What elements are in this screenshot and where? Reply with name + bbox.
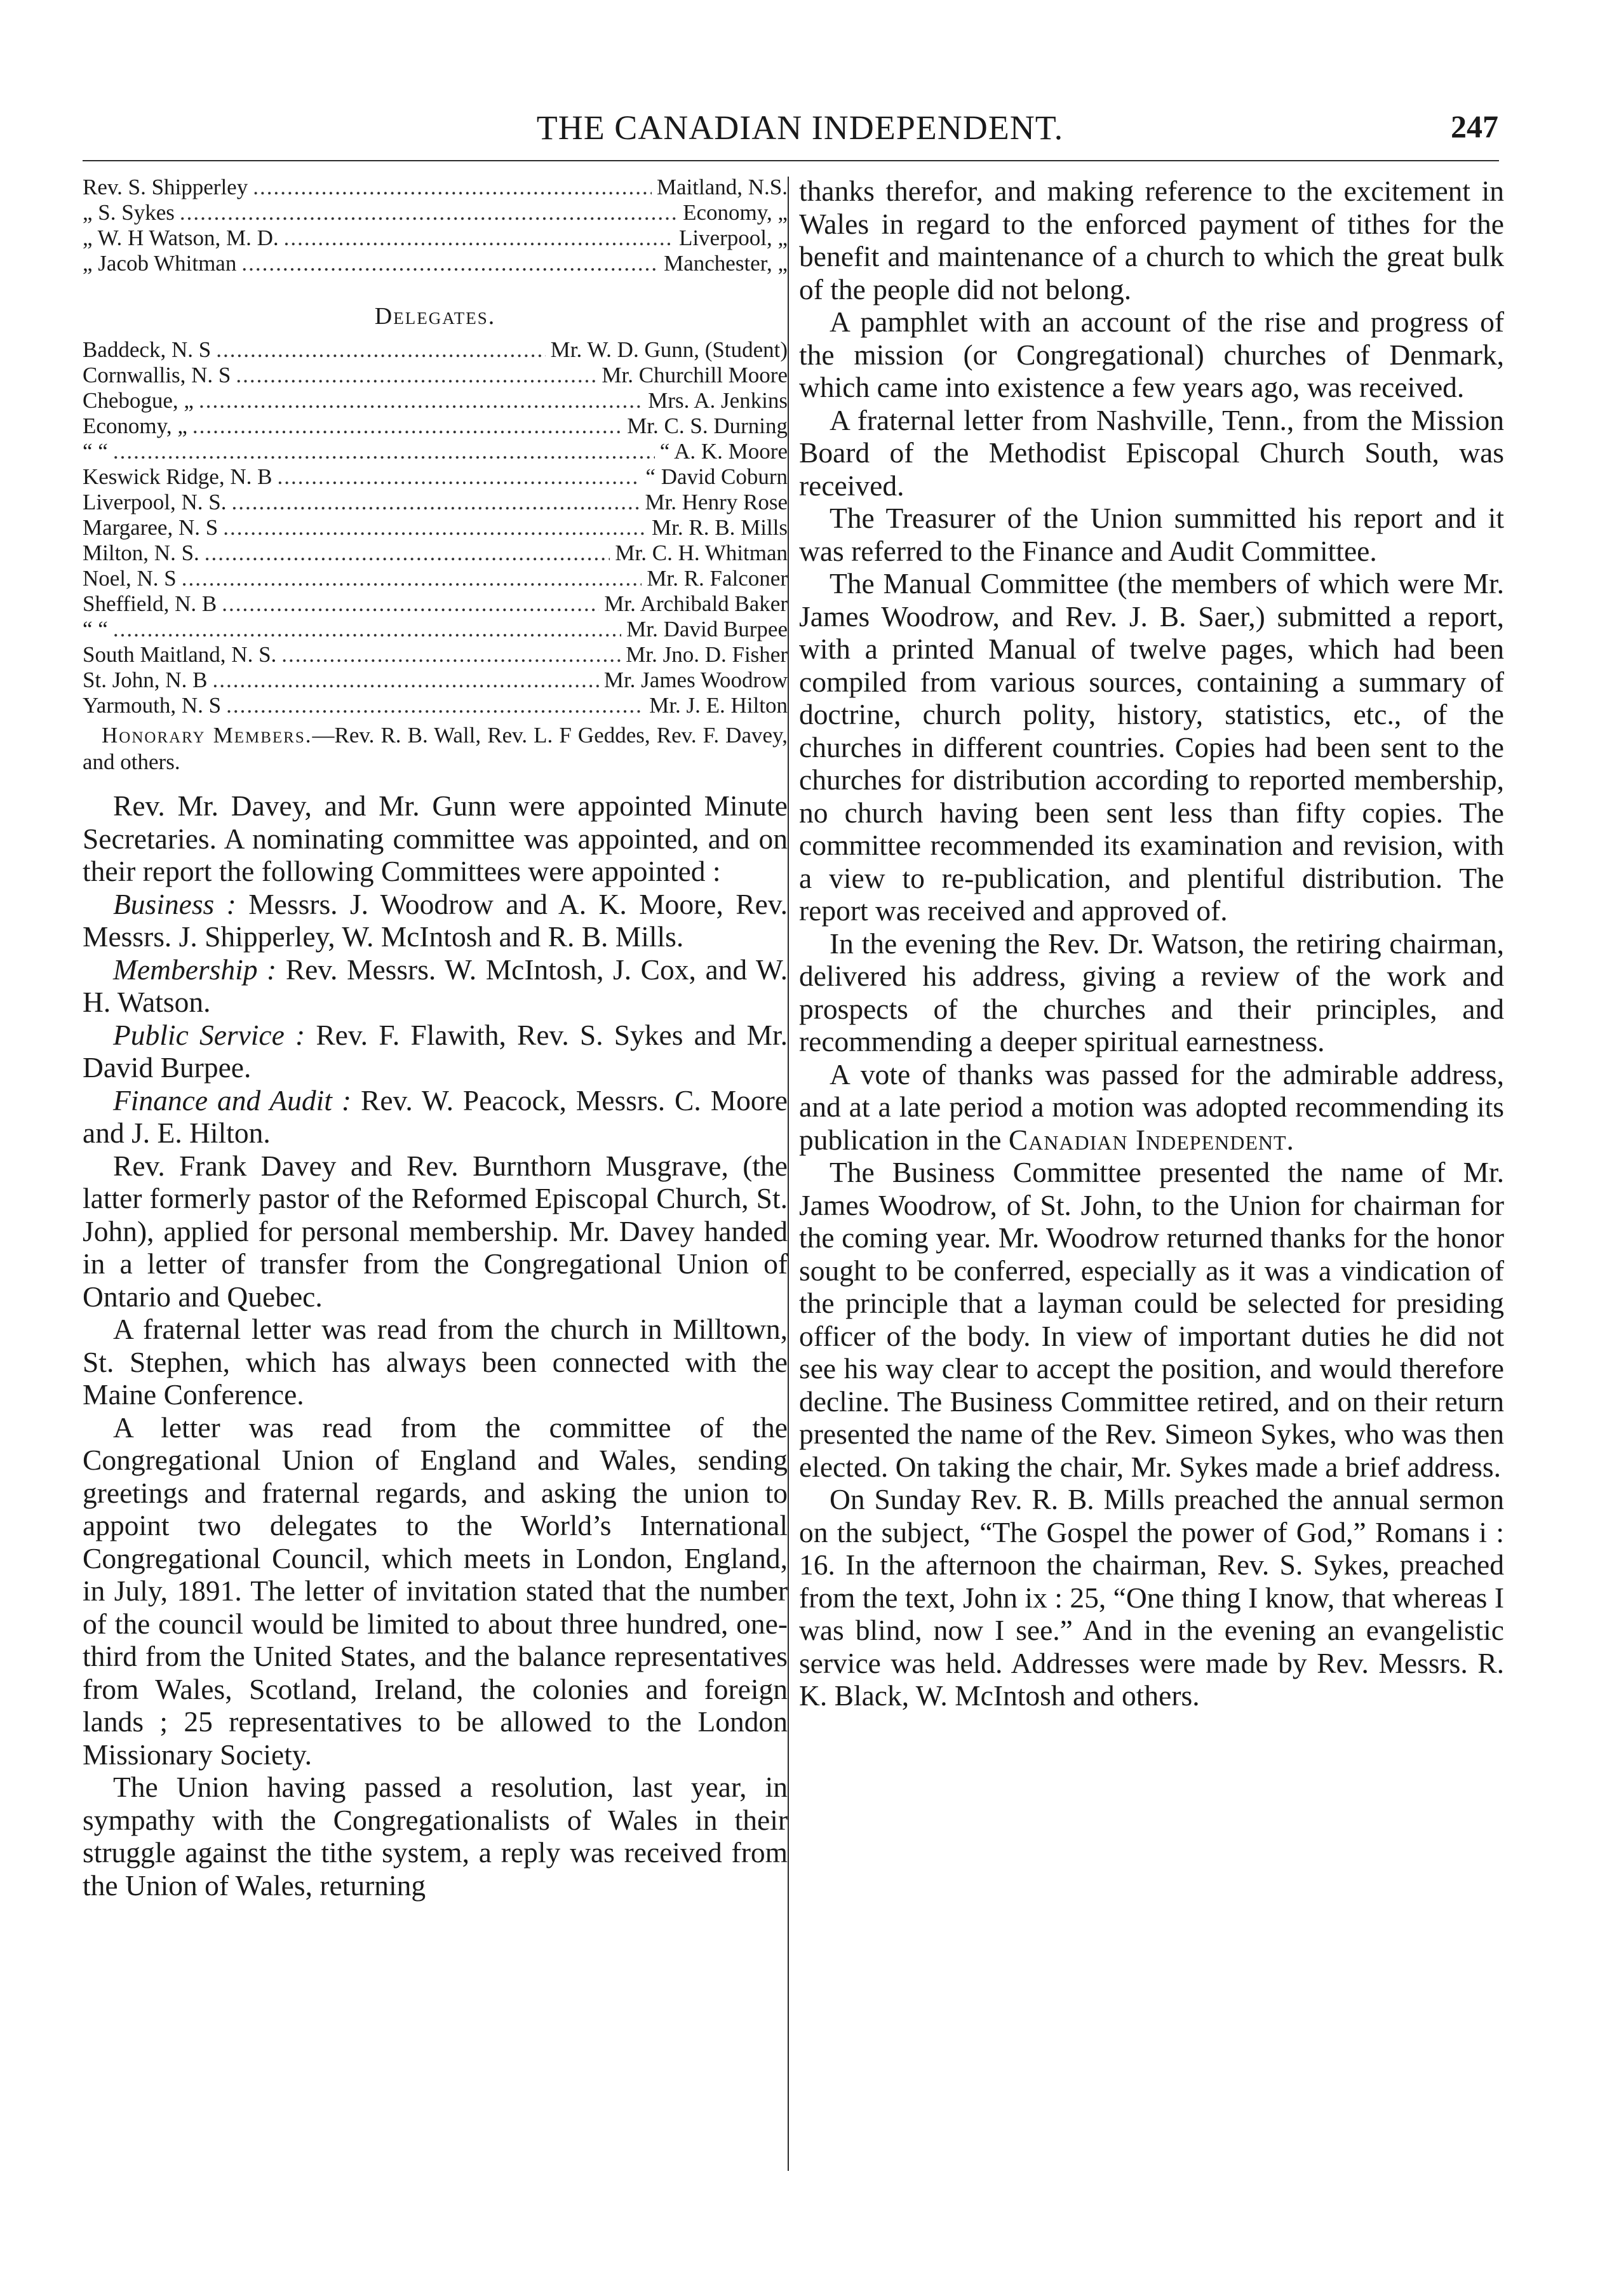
paragraph-business-committee-chairman: The Business Committee presented the name of Mr. James Woodrow, of St. John, to the Union for chairman for the coming year. Mr. Woodrow returned thanks for the honor sought to be conferred, especially as it was a vindication of the principle that a layman could be selected for presiding officer of the body. In view of important duties he did not see his way clear to accept the position, and would therefore decline. The Business Committee retired, and on their return presented the name of the Rev. Simeon Sykes, who was then elected. On taking the chair, Mr. Sykes made a brief address.: [799, 1156, 1504, 1483]
dot-leader: [216, 337, 545, 363]
paragraph-public-service-committee: [83, 1019, 788, 1084]
dot-leader: [182, 566, 642, 591]
dot-leader: [222, 591, 599, 617]
delegate-row-name: Mr. James Woodrow: [603, 668, 788, 692]
paragraph-davey: Rev. Frank Davey and Rev. Burnthorn Musgrave, (the latter formerly pastor of the Reformed Episcopal Church, St. John), applied for personal membership. Mr. Davey handed in a letter of transfer from the Congregational Union of Ontario and Quebec.: [83, 1149, 788, 1313]
delegate-row-name: Mr. W. D. Gunn, (Student): [550, 337, 788, 362]
dot-leader: [180, 200, 678, 225]
delegate-row-name: Mr. Churchill Moore: [602, 363, 788, 387]
public-service-label: Public Service :: [113, 1018, 306, 1051]
minister-row-name: Rev. S. Shipperley: [83, 175, 248, 199]
delegate-row: [83, 693, 788, 718]
dot-leader: [192, 413, 622, 439]
delegate-row-place: Noel, N. S: [83, 566, 177, 591]
delegate-row: [83, 439, 788, 464]
dot-leader: [199, 388, 643, 413]
dot-leader: [223, 515, 647, 540]
dot-leader: [232, 490, 640, 515]
delegate-row: [83, 464, 788, 490]
minister-row-name: „ Jacob Whitman: [83, 251, 237, 276]
delegate-row: [83, 591, 788, 617]
delegate-row-name: Mr. J. E. Hilton: [649, 693, 788, 718]
dot-leader: [205, 540, 610, 566]
minister-row-place: Maitland, N.S.: [656, 175, 788, 199]
minister-row-place: Liverpool, „: [678, 225, 788, 250]
delegate-row-place: Milton, N. S.: [83, 540, 199, 565]
page-number: 247: [1451, 109, 1498, 144]
delegate-row: [83, 642, 788, 668]
delegate-row: [83, 363, 788, 388]
delegates-list: [83, 337, 788, 718]
honorary-text: —Rev. R. B. Wall, Rev. L. F Geddes, Rev. F. Davey, and others.: [83, 723, 788, 774]
delegate-row-name: Mr. C. S. Durning: [627, 413, 788, 438]
delegate-row-place: Sheffield, N. B: [83, 591, 217, 616]
delegate-row-name: Mr. Archibald Baker: [604, 591, 788, 616]
minister-row: [83, 225, 788, 251]
delegate-row-place: South Maitland, N. S.: [83, 642, 277, 667]
minister-row-place: Economy, „: [683, 200, 788, 225]
paragraph-england-wales: A letter was read from the committee of the Congregational Union of England and Wales, sending greetings and fraternal regards, and asking the union to appoint two delegates to the World’s International Congregational Council, which meets in London, England, in July, 1891. The letter of invitation stated that the number of the council would be limited to about three hundred, one-third from the United States, and the balance representatives from Wales, Scotland, Ireland, the colonies and foreign lands ; 25 representatives to be allowed to the London Missionary Society.: [83, 1411, 788, 1771]
delegate-row-name: Mr. R. B. Mills: [652, 515, 788, 540]
delegates-heading: Delegates.: [374, 303, 496, 330]
paragraph-nashville: A fraternal letter from Nashville, Tenn., from the Mission Board of the Methodist Episcopal Church South, was received.: [799, 403, 1504, 502]
dot-leader: [241, 251, 659, 276]
minister-row-name: „ S. Sykes: [83, 200, 175, 225]
delegate-row-name: Mr. R. Falconer: [647, 566, 788, 591]
business-text: Messrs. J. Woodrow and A. K. Moore, Rev. Messrs. J. Shipperley, W. McIntosh and R. B. Mills.: [83, 887, 788, 953]
delegate-row-place: Liverpool, N. S.: [83, 490, 227, 514]
delegate-row-name: Mr. C. H. Whitman: [615, 540, 788, 565]
dot-leader: [277, 464, 640, 490]
paragraph-pamphlet: A pamphlet with an account of the rise and progress of the mission (or Congregational) churches of Denmark, which came into existence a few years ago, was received.: [799, 305, 1504, 403]
paragraph-secretaries: Rev. Mr. Davey, and Mr. Gunn were appointed Minute Secretaries. A nominating committee was appointed, and on their report the following Committees were appointed :: [83, 789, 788, 887]
header-rule: [83, 160, 1499, 161]
dot-leader: [281, 642, 621, 668]
minister-row: [83, 200, 788, 225]
delegate-row: [83, 617, 788, 642]
delegate-row: [83, 566, 788, 591]
delegate-row-name: Mr. Jno. D. Fisher: [626, 642, 788, 667]
paragraph-business-committee: [83, 888, 788, 953]
minister-row-name: „ W. H Watson, M. D.: [83, 225, 279, 250]
paragraph-treasurer: The Treasurer of the Union summitted his report and it was referred to the Finance and Audit Committee.: [799, 502, 1504, 567]
delegate-row-place: “ “: [83, 617, 108, 641]
column-rule: [788, 177, 789, 2171]
paragraph-finance-committee: [83, 1084, 788, 1150]
delegate-row: [83, 490, 788, 515]
delegate-row: [83, 337, 788, 363]
delegate-row-place: Keswick Ridge, N. B: [83, 464, 272, 489]
minister-row-place: Manchester, „: [664, 251, 788, 276]
paragraph-membership-committee: [83, 953, 788, 1019]
vote-text: A vote of thanks was passed for the admirable address, and at a late period a motion was adopted recommending its publication in the: [799, 1057, 1504, 1156]
ministers-list: [83, 175, 788, 276]
paragraph-sunday-services: On Sunday Rev. R. B. Mills preached the annual sermon on the subject, “The Gospel the power of God,” Romans i : 16. In the afternoon the chairman, Rev. S. Sykes, preached from the text, John ix : 25, “One thing I know, that whereas I was blind, now I see.” And in the evening an evangelistic service was held. Addresses were made by Rev. Messrs. R. K. Black, W. McIntosh and others.: [799, 1483, 1504, 1712]
minister-row: [83, 251, 788, 276]
dot-leader: [226, 693, 644, 718]
delegate-row: [83, 540, 788, 566]
delegate-row-name: “ A. K. Moore: [659, 439, 788, 464]
minister-row: [83, 175, 788, 200]
delegate-row-place: St. John, N. B: [83, 668, 208, 692]
delegate-row-place: Baddeck, N. S: [83, 337, 212, 362]
dot-leader: [253, 175, 652, 200]
dot-leader: [113, 617, 621, 642]
dot-leader: [236, 363, 596, 388]
delegate-row-name: Mrs. A. Jenkins: [648, 388, 788, 413]
membership-label: Membership :: [113, 953, 277, 986]
delegate-row-place: Economy, „: [83, 413, 187, 438]
delegate-row-place: Cornwallis, N. S: [83, 363, 231, 387]
finance-label: Finance and Audit :: [113, 1084, 352, 1117]
finance-text: Rev. W. Peacock, Messrs. C. Moore and J. E. Hilton.: [83, 1084, 788, 1149]
business-label: Business :: [113, 887, 236, 920]
honorary-members: [83, 722, 788, 775]
membership-text: Rev. Messrs. W. McIntosh, J. Cox, and W. H. Watson.: [83, 953, 788, 1018]
journal-title: THE CANADIAN INDEPENDENT.: [536, 109, 1064, 147]
left-column: [83, 175, 788, 1902]
dot-leader: [212, 668, 598, 693]
delegate-row: [83, 388, 788, 413]
public-service-text: Rev. F. Flawith, Rev. S. Sykes and Mr. David Burpee.: [83, 1018, 788, 1084]
delegate-row-place: Chebogue, „: [83, 388, 194, 413]
delegate-row: [83, 515, 788, 540]
dot-leader: [284, 225, 674, 251]
delegate-row-name: Mr. Henry Rose: [645, 490, 788, 514]
delegate-row-place: “ “: [83, 439, 108, 464]
paragraph-manual-committee: The Manual Committee (the members of which were Mr. James Woodrow, and Rev. J. B. Saer,) submitted a report, with a printed Manual of twelve pages, which had been compiled from various sources, containing a summary of doctrine, church polity, history, statistics, etc., of the churches in different countries. Copies had been sent to the churches for distribution according to reported membership, no church having been sent less than fifty copies. The committee recommended its examination and revision, with a view to re-publication, and plentiful distribution. The report was received and approved of.: [799, 567, 1504, 927]
dot-leader: [113, 439, 655, 464]
running-head: [0, 108, 1600, 159]
delegate-row-name: “ David Coburn: [645, 464, 788, 489]
paragraph-continuation: thanks therefor, and making reference to the excitement in Wales in regard to the enforced payment of tithes for the benefit and maintenance of a church to which the great bulk of the people did not belong.: [799, 175, 1504, 305]
paragraph-evening-address: In the evening the Rev. Dr. Watson, the retiring chairman, delivered his address, giving a review of the work and prospects of the churches and their principles, and recommending a deeper spiritual earnestness.: [799, 927, 1504, 1057]
honorary-label: Honorary Members.: [102, 723, 313, 748]
delegate-row-name: Mr. David Burpee: [626, 617, 788, 641]
paragraph-union-resolution: The Union having passed a resolution, last year, in sympathy with the Congregationalists of Wales in their struggle against the tithe system, a reply was received from the Union of Wales, returning: [83, 1771, 788, 1902]
paragraph-vote-of-thanks: [799, 1058, 1504, 1157]
delegate-row: [83, 413, 788, 439]
journal-name-small-caps: Canadian Independent.: [1008, 1123, 1294, 1156]
delegate-row: [83, 668, 788, 693]
delegate-row-place: Margaree, N. S: [83, 515, 218, 540]
delegate-row-place: Yarmouth, N. S: [83, 693, 222, 718]
right-column: [799, 175, 1504, 1712]
paragraph-milltown: A fraternal letter was read from the church in Milltown, St. Stephen, which has always been connected with the Maine Conference.: [83, 1313, 788, 1411]
